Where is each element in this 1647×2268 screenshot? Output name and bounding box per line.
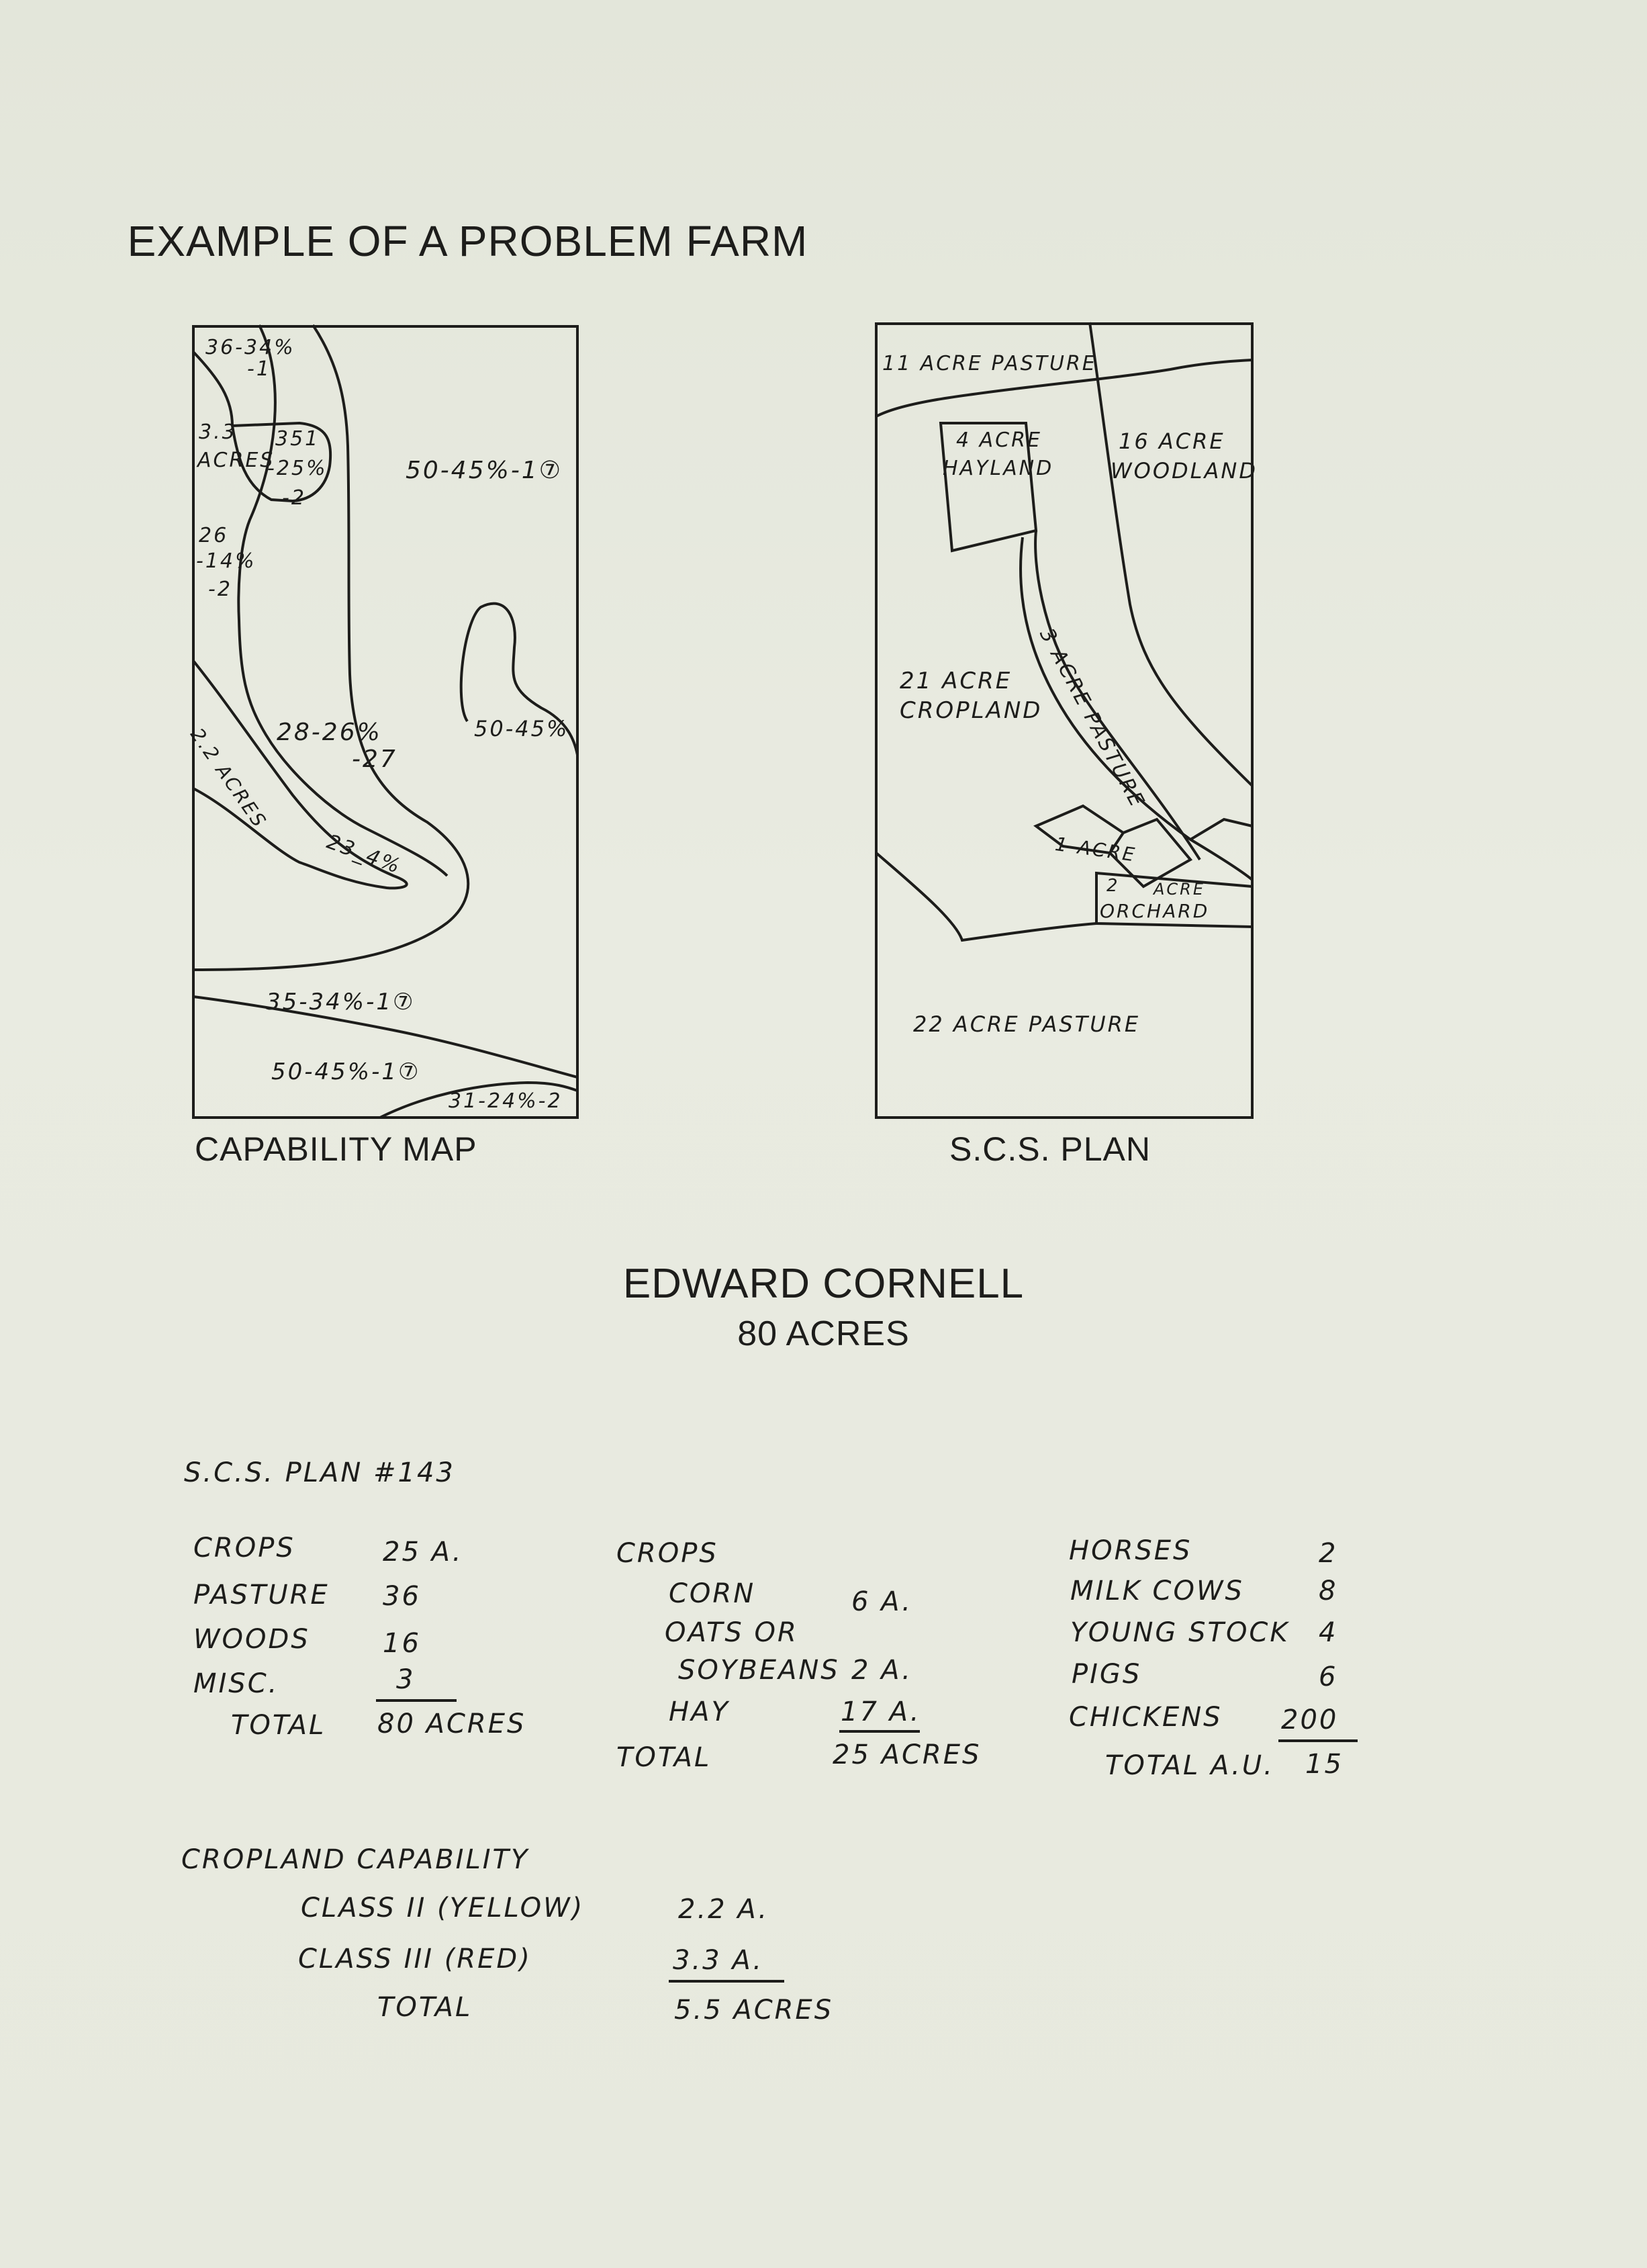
livestock-total-rule (1278, 1739, 1358, 1742)
page-title: EXAMPLE OF A PROBLEM FARM (127, 217, 808, 265)
crop-label: HAY (669, 1696, 730, 1727)
livestock-label: HORSES (1069, 1535, 1192, 1566)
capability-map-label: -14% (196, 549, 256, 573)
land-use-label: CROPS (193, 1533, 295, 1563)
scs-map-label: 1-ACRE (1053, 833, 1138, 866)
scs-map-label: HAYLAND (943, 457, 1054, 480)
capability-map-label: 36-34% (205, 336, 295, 359)
scs-map-label: 22 ACRE PASTURE (913, 1011, 1141, 1037)
map-boundary-line (238, 325, 447, 879)
scs-map-label: ACRE (1154, 880, 1206, 899)
capability-class-value: 2.2 A. (678, 1894, 769, 1925)
scs-map-label: 4 ACRE (956, 428, 1042, 452)
crop-value: 17 A. (841, 1696, 921, 1727)
map-boundary-line (876, 853, 1096, 940)
land-use-label: PASTURE (193, 1580, 330, 1611)
capability-map-label: 351 (275, 427, 320, 451)
capability-total-rule (669, 1980, 784, 1983)
land-use-total-label: TOTAL (231, 1710, 326, 1741)
capability-map-label: 31-24%-2 (449, 1089, 563, 1113)
capability-total-label: TOTAL (377, 1992, 473, 2023)
livestock-value: 2 (1319, 1538, 1338, 1569)
crop-label: SOYBEANS (678, 1655, 840, 1686)
capability-map-caption: CAPABILITY MAP (195, 1130, 477, 1168)
livestock-value: 6 (1319, 1662, 1338, 1692)
land-use-total-rule (376, 1699, 457, 1702)
land-use-value: 36 (383, 1581, 421, 1612)
crops-total-label: TOTAL (616, 1742, 712, 1773)
capability-total-value: 5.5 ACRES (674, 1995, 834, 2026)
land-use-value: 16 (383, 1628, 421, 1659)
crops-total-value: 25 ACRES (833, 1739, 982, 1770)
crops-heading: CROPS (616, 1538, 718, 1569)
crops-total-rule (839, 1730, 920, 1733)
crop-label: OATS OR (665, 1617, 798, 1648)
capability-map-label: 35-34%-1⑦ (266, 989, 416, 1015)
cropland-capability-heading: CROPLAND CAPABILITY (181, 1844, 530, 1875)
livestock-value: 200 (1281, 1705, 1339, 1735)
capability-map-label: 26 (199, 524, 229, 547)
livestock-label: CHICKENS (1069, 1702, 1223, 1733)
land-use-label: MISC. (193, 1668, 279, 1699)
owner-acres: 80 ACRES (737, 1314, 910, 1353)
owner-name: EDWARD CORNELL (622, 1261, 1025, 1307)
capability-map-label: 50-45%-1⑦ (271, 1058, 421, 1085)
scs-map-label: CROPLAND (900, 697, 1043, 724)
scs-map-label: 16 ACRE (1119, 428, 1225, 454)
livestock-value: 8 (1319, 1576, 1338, 1606)
crop-value: 2 A. (851, 1655, 912, 1686)
scs-map-label: 21 ACRE (900, 668, 1013, 694)
capability-map-label: -27 (352, 745, 397, 773)
capability-class-label: CLASS II (YELLOW) (301, 1893, 585, 1923)
capability-map-label: -25% (267, 457, 328, 480)
capability-map-label: -2 (282, 486, 306, 510)
plan-heading: S.C.S. PLAN #143 (184, 1457, 455, 1488)
capability-map-label: 28-26% (277, 719, 382, 746)
capability-class-label: CLASS III (RED) (298, 1944, 532, 1975)
livestock-total-value: 15 (1305, 1749, 1344, 1780)
land-use-value: 25 A. (383, 1537, 463, 1568)
map-boundary-line (1190, 819, 1252, 840)
livestock-value: 4 (1319, 1617, 1338, 1648)
livestock-total-label: TOTAL A.U. (1105, 1750, 1274, 1781)
scs-map-label: 11 ACRE PASTURE (882, 352, 1097, 375)
capability-map-label: 3.3 (199, 420, 237, 444)
land-use-value: 3 (396, 1664, 416, 1695)
scs-map-label: 3 ACRE PASTURE (1035, 625, 1149, 813)
capability-map-label: 23_4% (324, 830, 405, 879)
scs-map-label: 2 (1107, 876, 1120, 896)
capability-map-label: 50-45% (474, 716, 569, 741)
capability-map-label: -1 (247, 357, 271, 381)
capability-class-value: 3.3 A. (673, 1945, 764, 1976)
land-use-label: WOODS (193, 1624, 310, 1655)
map-boundary-line (1090, 322, 1252, 786)
scs-plan-caption: S.C.S. PLAN (949, 1130, 1151, 1168)
livestock-label: MILK COWS (1070, 1576, 1244, 1606)
capability-map-label: 50-45%-1⑦ (406, 457, 563, 484)
capability-map-label: 2.2 ACRES (185, 724, 271, 833)
livestock-label: PIGS (1072, 1659, 1142, 1690)
scs-map-label: WOODLAND (1111, 458, 1258, 484)
crop-value: 6 A. (851, 1586, 912, 1617)
livestock-label: YOUNG STOCK (1070, 1617, 1290, 1648)
map-boundary-line (1035, 531, 1200, 860)
capability-map-label: ACRES (197, 449, 275, 472)
land-use-total-value: 80 ACRES (377, 1709, 526, 1739)
map-boundary-line (193, 352, 232, 426)
scs-map-label: ORCHARD (1100, 900, 1210, 922)
capability-map-label: -2 (208, 578, 232, 601)
crop-label: CORN (669, 1578, 756, 1609)
